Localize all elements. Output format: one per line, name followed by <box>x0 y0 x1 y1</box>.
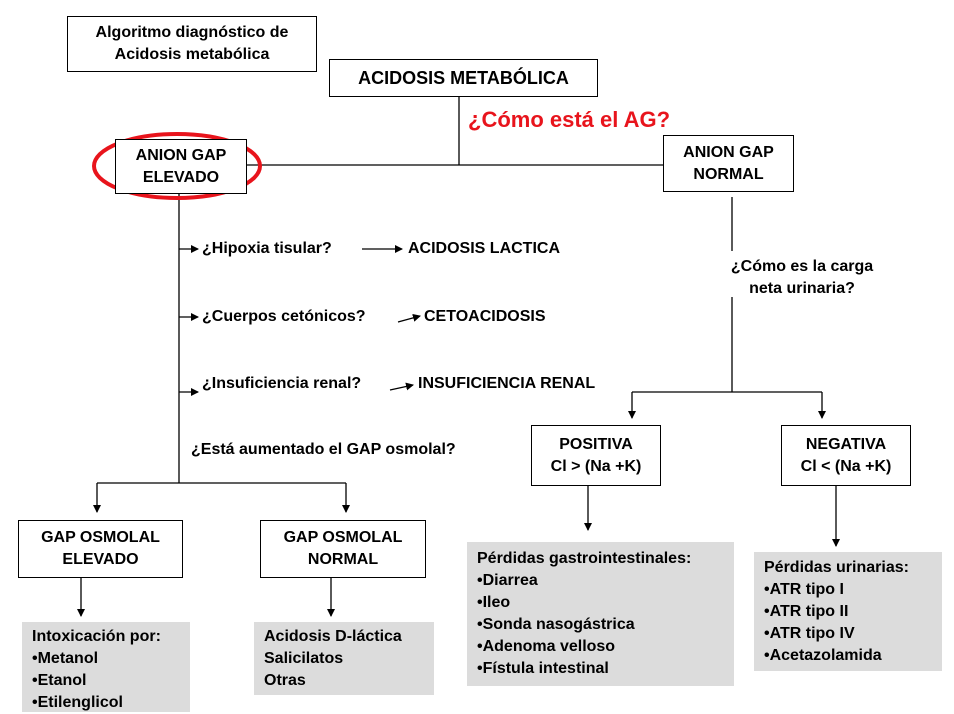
positive-line-2: Cl > (Na +K) <box>550 457 642 475</box>
title-line-1: Algoritmo diagnóstico de <box>95 24 289 41</box>
ag-high-line-1: ANION GAP <box>135 146 227 164</box>
intox-header: Intoxicación por: <box>32 628 161 645</box>
urinary-header: Pérdidas urinarias: <box>764 559 909 576</box>
list-item: Salicilatos <box>264 650 344 667</box>
negative-box <box>781 425 911 486</box>
list-item: Acidosis D-láctica <box>264 628 402 645</box>
list-item: •Acetazolamida <box>764 647 882 664</box>
urine-charge-question <box>727 256 877 300</box>
ag-question: ¿Cómo está el AG? <box>468 107 671 132</box>
gap-osmolal-normal-box <box>260 520 426 578</box>
gi-losses-panel <box>467 542 734 686</box>
list-item: •Etanol <box>32 672 87 689</box>
anion-gap-elevado-box <box>115 139 247 194</box>
list-item: Otras <box>264 672 306 689</box>
ketones-question: ¿Cuerpos cetónicos? <box>202 308 366 325</box>
renal-failure-label: INSUFICIENCIA RENAL <box>418 375 596 392</box>
title-box <box>67 16 317 72</box>
positive-line-1: POSITIVA <box>559 435 633 453</box>
ketoacidosis-label: CETOACIDOSIS <box>424 308 546 325</box>
osmolal-question: ¿Está aumentado el GAP osmolal? <box>191 441 456 458</box>
list-item: •Ileo <box>477 594 511 611</box>
hypoxia-question: ¿Hipoxia tisular? <box>202 240 332 257</box>
urine-q-line-2: neta urinaria? <box>749 280 855 297</box>
list-item: •Metanol <box>32 650 99 667</box>
list-item: •ATR tipo IV <box>764 625 855 642</box>
intoxication-panel <box>22 622 190 712</box>
list-item: •Adenoma velloso <box>477 638 616 655</box>
list-item: •Fístula intestinal <box>477 660 609 677</box>
urinary-losses-panel <box>754 552 942 671</box>
gap-normal-line-1: GAP OSMOLAL <box>283 529 403 546</box>
acidosis-metabolica-box <box>329 59 598 97</box>
ag-normal-line-2: NORMAL <box>693 165 764 183</box>
urine-q-line-1: ¿Cómo es la carga <box>730 258 874 275</box>
gap-normal-line-2: NORMAL <box>307 551 379 568</box>
anion-gap-normal-box <box>663 135 794 192</box>
gap-high-line-1: GAP OSMOLAL <box>41 529 160 546</box>
negative-line-2: Cl < (Na +K) <box>800 457 892 475</box>
lactic-acidosis-label: ACIDOSIS LACTICA <box>408 240 560 257</box>
d-lactic-panel <box>254 622 434 695</box>
gap-high-line-2: ELEVADO <box>62 551 139 568</box>
list-item: •Etilenglicol <box>32 694 123 711</box>
ag-high-line-2: ELEVADO <box>142 168 220 186</box>
title-line-2: Acidosis metabólica <box>114 46 270 63</box>
renal-question: ¿Insuficiencia renal? <box>202 375 362 392</box>
list-item: •Diarrea <box>477 572 538 589</box>
list-item: •ATR tipo II <box>764 603 849 620</box>
gap-osmolal-elevado-box <box>18 520 183 578</box>
ag-normal-line-1: ANION GAP <box>683 143 774 161</box>
gi-header: Pérdidas gastrointestinales: <box>477 550 692 567</box>
positive-box <box>531 425 661 486</box>
negative-line-1: NEGATIVA <box>805 435 887 453</box>
list-item: •ATR tipo I <box>764 581 844 598</box>
main-box-label: ACIDOSIS METABÓLICA <box>358 68 569 88</box>
list-item: •Sonda nasogástrica <box>477 616 635 633</box>
